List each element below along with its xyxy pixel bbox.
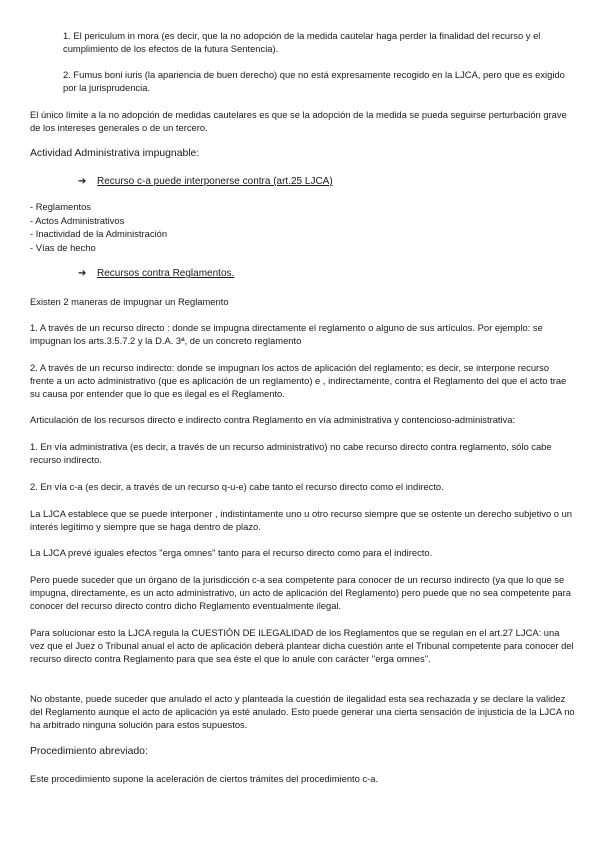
list-actos-impugnables <box>30 200 167 254</box>
paragraph-procedimiento: Este procedimiento supone la aceleración de ciertos trámites del procedimiento c-a. <box>30 773 379 784</box>
paragraph-via-ca: 2. En vía c-a (es decir, a través de un recurso q-u-e) cabe tanto el recurso directo como el indirecto. <box>30 481 444 492</box>
arrow-item-label: Recurso c-a puede interponerse contra (art.25 LJCA) <box>97 176 333 187</box>
paragraph-erga-omnes: La LJCA prevé iguales efectos "erga omnes" tanto para el recurso directo como para el indirecto. <box>30 547 433 558</box>
paragraph-via-administrativa: 1. En vía administrativa (es decir, a través de un recurso administrativo) no cabe recurso directo contra reglamento, sólo cabe recurso indirecto. <box>30 441 552 465</box>
heading-actividad-impugnable: Actividad Administrativa impugnable: <box>30 148 200 159</box>
paragraph-fumus: 2. Fumus boni iuris (la apariencia de buen derecho) que no está expresamente recogido en la LJCA, pero que es exigido por la jurisprudencia. <box>63 69 565 93</box>
paragraph-ljca-establece: La LJCA establece que se puede interponer , indistintamente uno u otro recurso siempre que se ostente un derecho subjetivo o un interés legítimo y siempre que se haga dentro de plazo. <box>30 508 573 532</box>
list-item: - Vías de hecho <box>30 241 96 253</box>
right-arrow-icon: ➔ <box>78 268 87 279</box>
list-item: - Actos Administrativos <box>30 214 125 226</box>
paragraph-no-obstante: No obstante, puede suceder que anulado el acto y planteada la cuestión de ilegalidad esta sea rechazada y se declare la validez del Reglamento aunque el acto de aplicación ya esté anulado. Esto puede generar una cierta sensación de injusticia de la LJCA no ha arbitrado ninguna solución para estos supuestos. <box>30 693 575 730</box>
list-item: - Inactividad de la Administración <box>30 228 168 239</box>
paragraph-articulacion: Articulación de los recursos directo e indirecto contra Reglamento en vía administrativa y contencioso-administrativa: <box>30 414 516 425</box>
arrow-item-label: Recursos contra Reglamentos. <box>97 268 235 279</box>
arrow-item-recurso <box>78 175 333 188</box>
paragraph-recurso-indirecto: 2. A través de un recurso indirecto: donde se impugnan los actos de aplicación del reglamento; es decir, se interpone recurso frente a un acto administrativo (que es aplicación de un reglamento) e , indirectamente, contra el Reglamento del que el acto trae su causa por entender que lo que es ilegal es el Reglamento. <box>30 362 567 399</box>
paragraph-cuestion-ilegalidad: Para solucionar esto la LJCA regula la CUESTIÓN DE ILEGALIDAD de los Reglamentos que se regulan en el art.27 LJCA: una vez que el Juez o Tribunal anual el acto de aplicación deberá plantear dicha cuestión ante el Tribunal competente para conocer del recurso directo contra Reglamento para que sea éste el que lo anule con carácter "erga omnes". <box>30 627 574 664</box>
paragraph-maneras: Existen 2 maneras de impugnar un Reglamento <box>30 296 229 307</box>
arrow-item-reglamentos <box>78 267 234 280</box>
paragraph-limite: El único límite a la no adopción de medidas cautelares es que se la adopción de la medida se pueda seguirse perturbación grave de los intereses generales o de un tercero. <box>30 109 567 133</box>
right-arrow-icon: ➔ <box>78 176 87 187</box>
paragraph-periculum: 1. El periculum in mora (es decir, que la no adopción de la medida cautelar haga perder la finalidad del recurso y el cumplimiento de los efectos de la futura Sentencia). <box>63 30 541 54</box>
paragraph-recurso-directo: 1. A través de un recurso directo : donde se impugna directamente el reglamento o alguno de sus artículos. Por ejemplo: se impugnan los arts.3.5.7.2 y la D.A. 3ª, de un concreto reglamento <box>30 322 543 346</box>
paragraph-organo-competente: Pero puede suceder que un órgano de la jurisdicción c-a sea competente para conocer de un recurso indirecto (ya que lo que se impugna, directamente, es un acto administrativo, un acto de aplicación del Reglamento) pero puede que no sea competente para conocer del recurso directo contro dicho Reglamento eventualmente ilegal. <box>30 574 571 611</box>
heading-procedimiento-abreviado: Procedimiento abreviado: <box>30 746 148 757</box>
list-item: - Reglamentos <box>30 201 91 212</box>
